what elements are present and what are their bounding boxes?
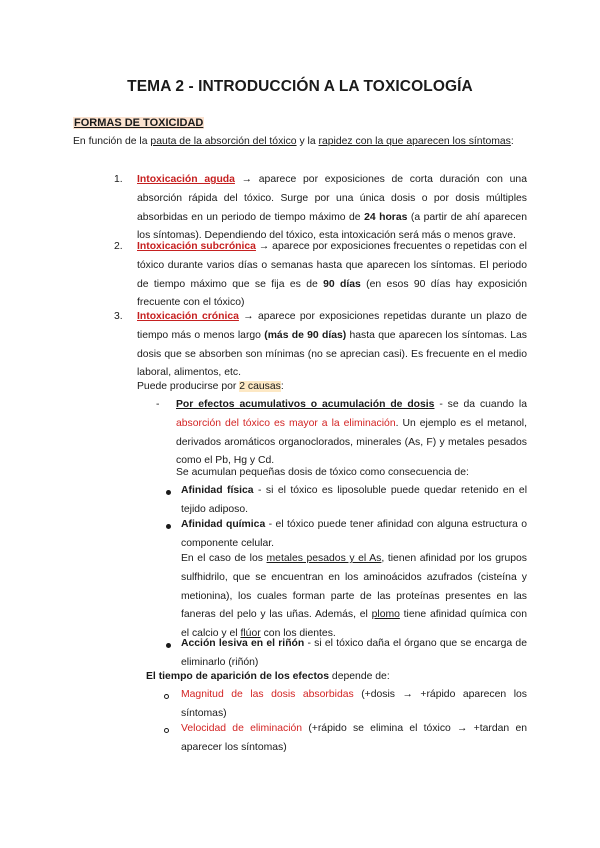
- bullet-dot-icon: [166, 643, 171, 648]
- underlined-metales: metales pesados y el As: [266, 553, 382, 564]
- item-text: → aparece por exposiciones repetidas durante un plazo de tiempo más o menos largo: [137, 311, 527, 341]
- accumulation-red-text: absorción del tóxico es mayor a la eliminación: [176, 417, 396, 429]
- accumulation-text: . Un ejemplo es el metanol, derivados aromáticos organoclorados, minerales (As, F) y metales pesados como el Pb, Hg y Cd.: [176, 417, 527, 467]
- list-number: 3.: [114, 311, 123, 322]
- detail-text: con los dientes.: [260, 628, 336, 640]
- tiempo-text: depende de:: [329, 671, 390, 682]
- term-aguda: Intoxicación aguda: [137, 174, 235, 185]
- bullet-text: - si el tóxico daña el órgano que se encarga de eliminarlo (riñón): [181, 638, 527, 668]
- term-afinidad-fisica: Afinidad física: [181, 485, 254, 496]
- causes-line: [137, 378, 284, 397]
- circle-text: (+dosis → +rápido aparecen los síntomas): [181, 689, 527, 719]
- intro-underlined-rapidez: rapidez con la que aparecen los síntomas: [318, 136, 511, 147]
- bold-value: 90 días: [323, 278, 361, 290]
- bullet-dot-icon: [166, 524, 171, 529]
- circle-text: (+rápido se elimina el tóxico → +tardan en aparecer los síntomas): [181, 723, 527, 753]
- red-term-magnitud: Magnitud de las dosis absorbidas: [181, 689, 354, 700]
- highlighted-causes: 2 causas: [239, 381, 281, 392]
- bold-value: 24 horas: [364, 211, 408, 223]
- term-subcronica: Intoxicación subcrónica: [137, 241, 256, 252]
- causes-text: :: [280, 381, 284, 392]
- list-item-aguda: [137, 171, 527, 246]
- intro-underlined-absorcion: pauta de la absorción del tóxico: [150, 136, 297, 147]
- bold-value: (más de 90 días): [264, 329, 347, 341]
- bullet-text: - el tóxico puede tener afinidad con alguna estructura o componente celular.: [181, 519, 528, 549]
- underlined-fluor: flúor: [240, 628, 261, 640]
- list-item-cronica: [137, 308, 527, 383]
- bullet-afinidad-fisica: [181, 482, 527, 520]
- red-term-velocidad: Velocidad de eliminación: [181, 723, 303, 734]
- bullet-dot-icon: [166, 490, 171, 495]
- intro-text: y la: [296, 136, 319, 147]
- detail-text: En el caso de los: [181, 553, 267, 564]
- underlined-plomo: plomo: [371, 609, 400, 621]
- circle-bullet-icon: [164, 694, 169, 699]
- detail-text: tiene afinidad química con el calcio y el: [181, 609, 527, 640]
- accumulation-text: - se da cuando la: [434, 399, 527, 410]
- term-cronica: Intoxicación crónica: [137, 311, 239, 322]
- item-text: → aparece por exposiciones frecuentes o repetidas con el tóxico durante varios días o semanas hasta que aparecen los síntomas. El periodo de tiempo máximo que se fija es de: [137, 241, 527, 290]
- page-title: TEMA 2 - INTRODUCCIÓN A LA TOXICOLOGÍA: [127, 78, 473, 95]
- list-number: 2.: [114, 241, 123, 252]
- accumulation-paragraph: [176, 396, 527, 471]
- item-text: hasta que aparecen los síntomas. Las dosis que se absorben son mínimas (no se aprecian casi). Es frecuente en el medio laboral, alimentos, etc.: [137, 329, 528, 379]
- term-afinidad-quimica: Afinidad química: [181, 519, 266, 530]
- accumulation-sub: Se acumulan pequeñas dosis de tóxico como consecuencia de:: [176, 467, 469, 478]
- dash-bullet: -: [156, 399, 160, 410]
- list-item-subcronica: [137, 238, 527, 313]
- circle-item-magnitud: [181, 686, 527, 724]
- section-heading: FORMAS DE TOXICIDAD: [74, 117, 204, 129]
- intro-text: :: [510, 136, 514, 147]
- intro-text: En función de la: [73, 136, 151, 147]
- afinidad-quimica-detail: [181, 550, 527, 644]
- causes-text: Puede producirse por: [137, 381, 240, 392]
- item-text: (a partir de ahí aparecen los síntomas). Dependiendo del tóxico, esta intoxicación será más o menos grave.: [137, 211, 527, 242]
- circle-bullet-icon: [164, 728, 169, 733]
- bullet-accion-lesiva: [181, 635, 527, 673]
- term-accion-lesiva: Acción lesiva en el riñón: [181, 638, 305, 649]
- accumulation-heading: Por efectos acumulativos o acumulación de dosis: [176, 399, 435, 410]
- item-text: → aparece por exposiciones de corta duración con una absorción rápida del tóxico. Surge por una única dosis o por dosis múltiples absorbidas en un periodo de tiempo máximo de: [137, 174, 527, 223]
- tiempo-line: [146, 668, 390, 687]
- bullet-afinidad-quimica: [181, 516, 527, 554]
- circle-item-velocidad: [181, 720, 527, 758]
- intro-paragraph: [73, 133, 527, 152]
- detail-text: , tienen afinidad por los grupos sulfhidrilo, que se encuentran en los aminoácidos azufrados (cisteína y metionina), los cuales forman parte de las proteínas presentes en las faneras del pelo y las uñas. Además, el: [181, 553, 527, 621]
- bullet-text: - si el tóxico es liposoluble puede quedar retenido en el tejido adiposo.: [181, 485, 528, 515]
- tiempo-bold: El tiempo de aparición de los efectos: [146, 671, 330, 682]
- list-number: 1.: [114, 174, 123, 185]
- item-text: (en esos 90 días hay exposición frecuente con el tóxico): [137, 278, 527, 309]
